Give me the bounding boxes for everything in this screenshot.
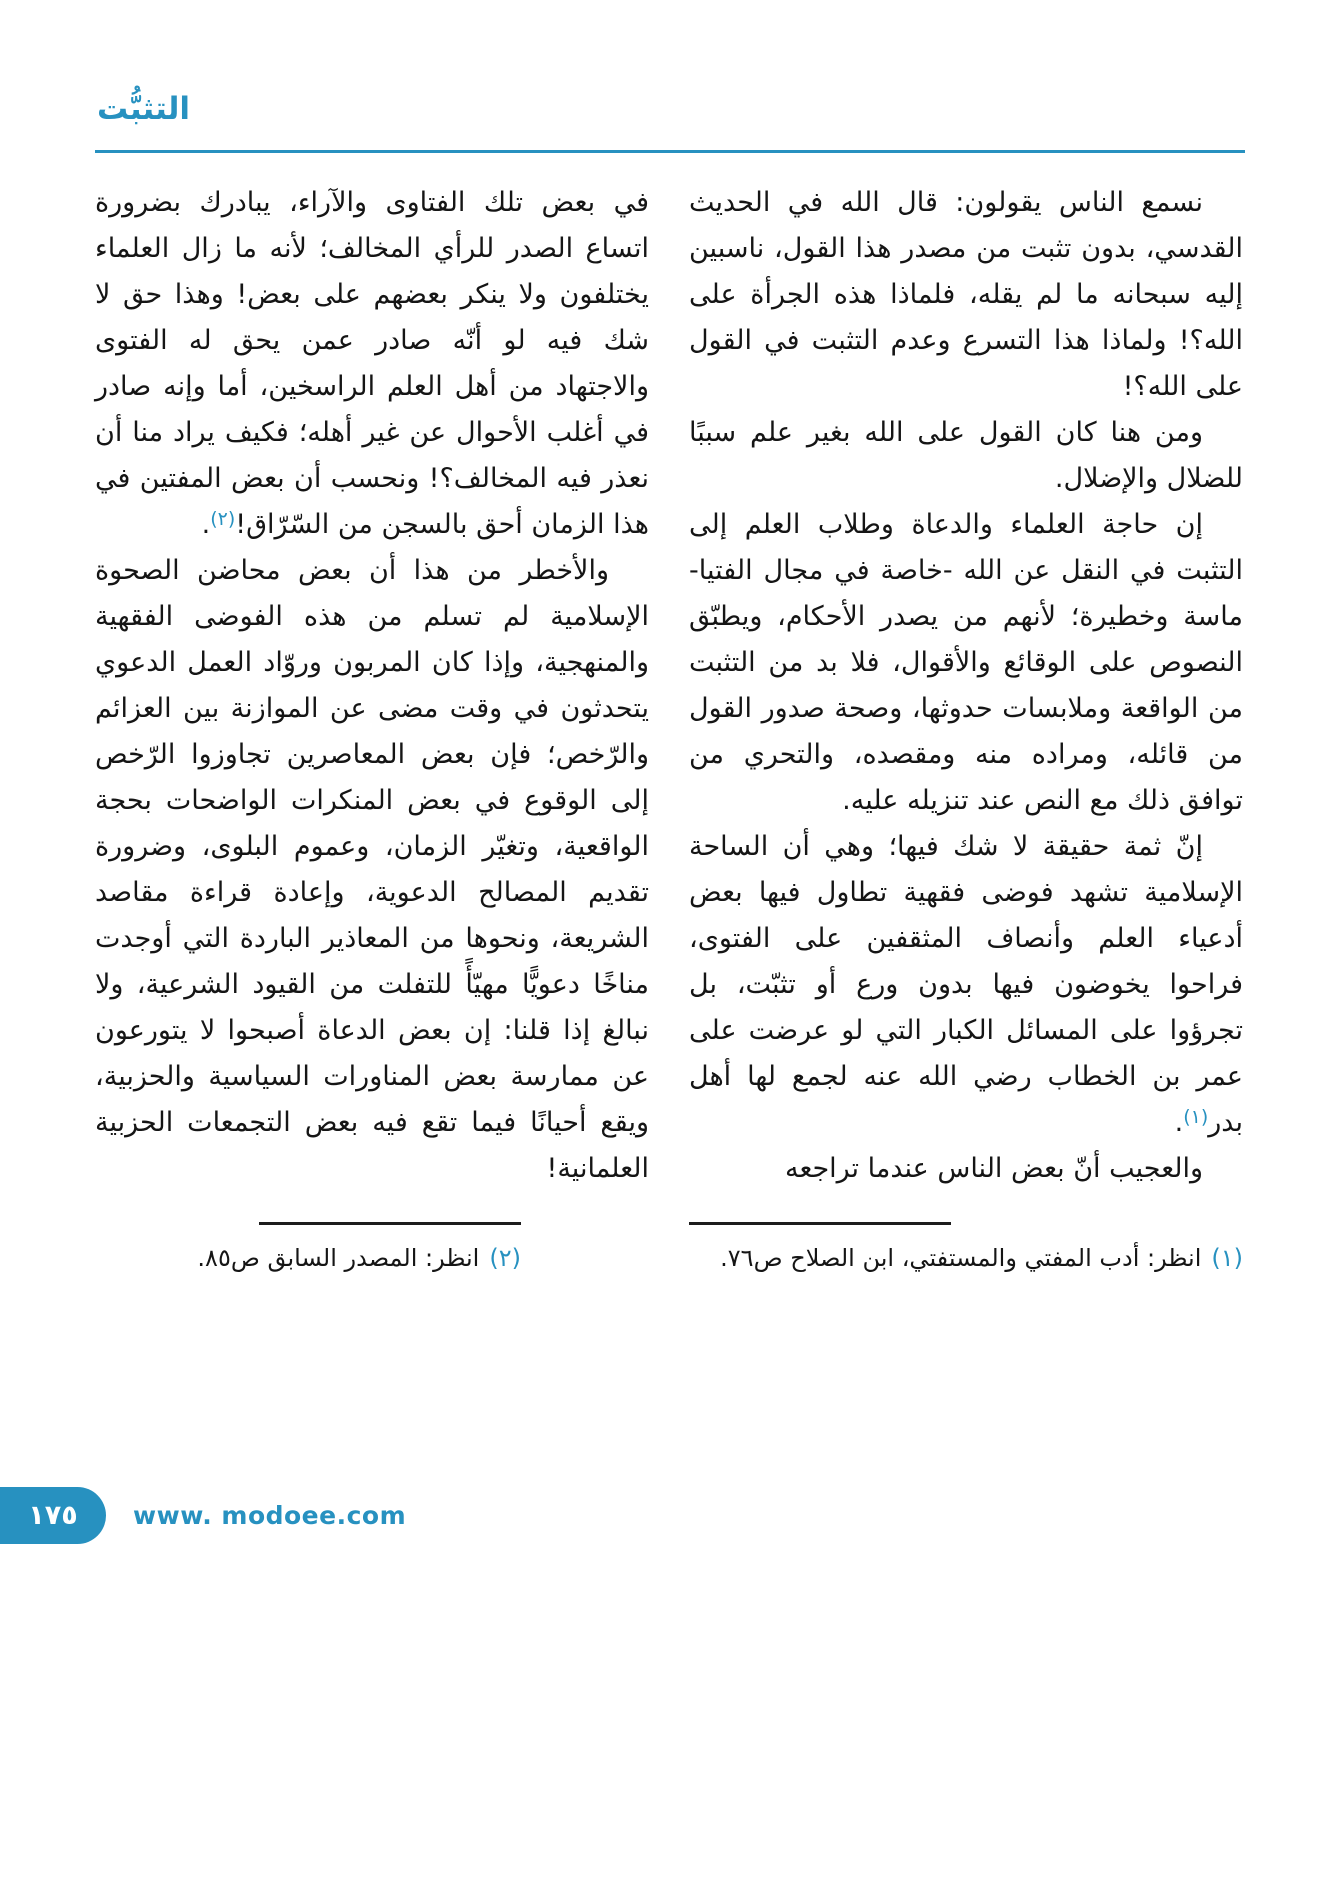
footnote-number: (١): [1211, 1244, 1243, 1272]
footnote-text: انظر: أدب المفتي والمستفتي، ابن الصلاح ص٧٦.: [720, 1244, 1202, 1272]
text-run: ومن هنا كان القول على الله بغير علم سببًا للضلال والإضلال.: [689, 417, 1243, 494]
footnote-area-right: [689, 1222, 1243, 1277]
text-run: إنّ ثمة حقيقة لا شك فيها؛ وهي أن الساحة الإسلامية تشهد فوضى فقهية تطاول فيها بعض أدعياء العلم وأنصاف المثقفين على الفتوى، فراحوا يخوضون فيها بدون ورع أو تثبّت، بل تجرؤوا على المسائل الكبار التي لو عرضت على عمر بن الخطاب رضي الله عنه لجمع لها أهل بدر: [689, 831, 1243, 1138]
text-run: والعجيب أنّ بعض الناس عندما تراجعه: [784, 1153, 1203, 1184]
paragraph: [95, 548, 649, 1192]
website-link[interactable]: www. modoee.com: [133, 1501, 407, 1530]
column-left: [95, 180, 649, 1277]
page-number: ١٧٥: [28, 1500, 78, 1531]
paragraph: [689, 824, 1243, 1146]
footnote: [95, 1239, 521, 1277]
paragraph: [95, 180, 649, 548]
header-rule: [95, 150, 1245, 153]
footnote: [689, 1239, 1243, 1277]
paragraph: [689, 180, 1243, 410]
paragraph: [689, 410, 1243, 502]
footnote-marker: (٢): [210, 508, 236, 530]
footnotes-left: [95, 1239, 521, 1277]
paragraph: [689, 502, 1243, 824]
page-number-tab: [0, 1487, 106, 1544]
page-header-title: التثبُّت: [97, 91, 191, 127]
footnote-area-left: [95, 1222, 521, 1277]
footnote-number: (٢): [489, 1244, 521, 1272]
text-run: والأخطر من هذا أن بعض محاضن الصحوة الإسلامية لم تسلم من هذه الفوضى الفقهية والمنهجية، وإذا كان المربون وروّاد العمل الدعوي يتحدثون في وقت مضى عن الموازنة بين العزائم والرّخص؛ فإن بعض المعاصرين تجاوزوا الرّخص إلى الوقوع في بعض المنكرات الواضحات بحجة الواقعية، وتغيّر الزمان، وعموم البلوى، وضرورة تقديم المصالح الدعوية، وإعادة قراءة مقاصد الشريعة، ونحوها من المعاذير الباردة التي أوجدت مناخًا دعويًّا مهيّأً للتفلت من القيود الشرعية، ولا نبالغ إذا قلنا: إن بعض الدعاة أصبحوا لا يتورعون عن ممارسة بعض المناورات السياسية والحزبية، ويقع أحيانًا فيما تقع فيه بعض التجمعات الحزبية العلمانية!: [95, 555, 649, 1184]
text-run: .: [1174, 1107, 1184, 1138]
footnote-text: انظر: المصدر السابق ص٨٥.: [197, 1244, 480, 1272]
footnote-separator: [689, 1222, 951, 1225]
column-right: [689, 180, 1243, 1277]
text-run: إن حاجة العلماء والدعاة وطلاب العلم إلى التثبت في النقل عن الله -خاصة في مجال الفتيا- ماسة وخطيرة؛ لأنهم من يصدر الأحكام، ويطبّق النصوص على الوقائع والأقوال، فلا بد من التثبت من الواقعة وملابسات حدوثها، وصحة صدور القول من قائله، ومراده منه ومقصده، والتحري من توافق ذلك مع النص عند تنزيله عليه.: [689, 509, 1243, 816]
footnote-marker: (١): [1183, 1106, 1209, 1128]
text-run: في بعض تلك الفتاوى والآراء، يبادرك بضرورة اتساع الصدر للرأي المخالف؛ لأنه ما زال العلماء يختلفون ولا ينكر بعضهم على بعض! وهذا حق لا شك فيه لو أنّه صادر عمن يحق له الفتوى والاجتهاد من أهل العلم الراسخين، أما وإنه صادر في أغلب الأحوال عن غير أهله؛ فكيف يراد منا أن نعذر فيه المخالف؟! ونحسب أن بعض المفتين في هذا الزمان أحق بالسجن من السّرّاق!: [95, 187, 649, 540]
column-left-paragraphs: [95, 180, 649, 1192]
text-run: نسمع الناس يقولون: قال الله في الحديث القدسي، بدون تثبت من مصدر هذا القول، ناسبين إليه سبحانه ما لم يقله، فلماذا هذه الجرأة على الله؟! ولماذا هذا التسرع وعدم التثبت في القول على الله؟!: [689, 187, 1243, 402]
footnotes-right: [689, 1239, 1243, 1277]
column-right-paragraphs: [689, 180, 1243, 1192]
text-columns: [95, 180, 1243, 1277]
footnote-separator: [259, 1222, 521, 1225]
paragraph: [689, 1146, 1243, 1192]
text-run: .: [201, 509, 211, 540]
